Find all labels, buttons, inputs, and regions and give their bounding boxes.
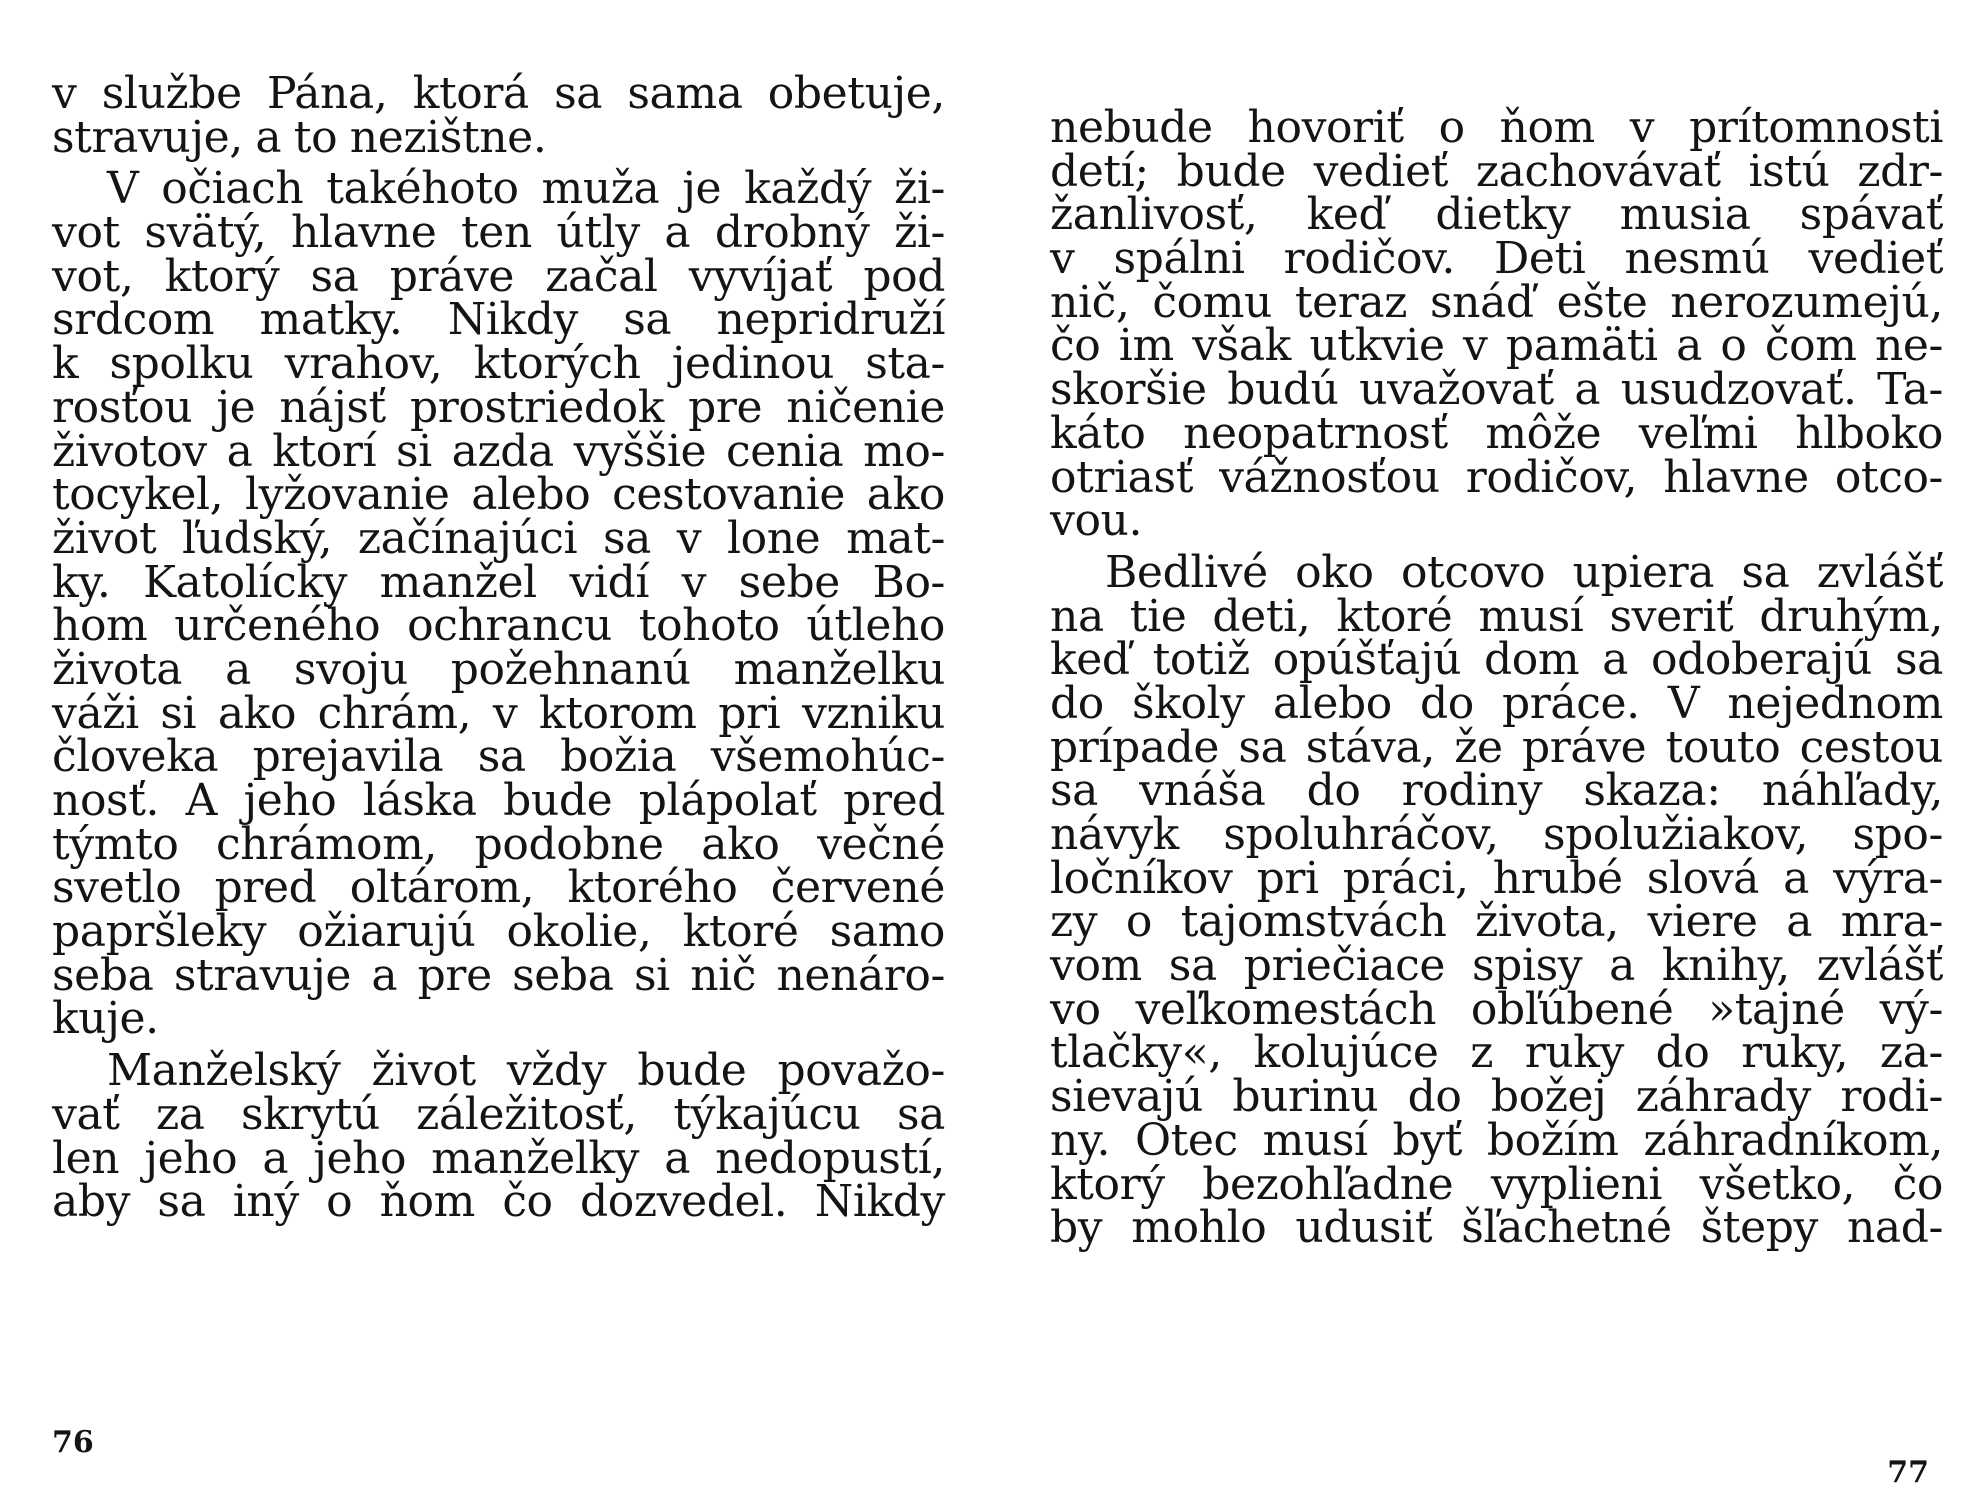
text-line: vou. bbox=[1050, 495, 1143, 547]
text-line: na tie deti, ktoré musí sveriť druhým, bbox=[1050, 590, 1943, 642]
text-line: života a svoju požehnanú manželku bbox=[52, 643, 945, 695]
text-line: by mohlo udusiť šľachetné štepy nad- bbox=[1050, 1202, 1943, 1254]
text-line: sa vnáša do rodiny skaza: náhľady, bbox=[1050, 765, 1943, 817]
text-line: k spolku vrahov, ktorých jedinou sta- bbox=[52, 338, 945, 390]
text-line: návyk spoluhráčov, spolužiakov, spo- bbox=[1050, 809, 1943, 860]
text-line: vom sa priečiace spisy a knihy, zvlášť bbox=[1050, 940, 1943, 992]
text-line: seba stravuje a pre seba si nič nenáro- bbox=[52, 949, 945, 1001]
page-number: 76 bbox=[52, 1425, 94, 1460]
text-line: svetlo pred oltárom, ktorého červené bbox=[52, 862, 945, 914]
text-line: V očiach takéhoto muža je každý ži- bbox=[107, 163, 945, 215]
text-line: aby sa iný o ňom čo dozvedel. Nikdy bbox=[52, 1176, 945, 1228]
text-line: detí; bude vedieť zachovávať istú zdr- bbox=[1050, 145, 1943, 197]
text-line: žanlivosť, keď dietky musia spávať bbox=[1050, 189, 1943, 241]
text-line: stravuje, a to nezištne. bbox=[52, 111, 547, 163]
text-line: do školy alebo do práce. V nejednom bbox=[1050, 677, 1943, 729]
text-line: Bedlivé oko otcovo upiera sa zvlášť bbox=[1105, 546, 1943, 598]
text-line: ny. Otec musí byť božím záhradníkom, bbox=[1050, 1114, 1943, 1166]
text-line: životov a ktorí si azda vyššie cenia mo- bbox=[52, 425, 945, 477]
text-line: nosť. A jeho láska bude plápolať pred bbox=[52, 775, 945, 826]
text-line: nič, čomu teraz snáď ešte nerozumejú, bbox=[1050, 276, 1943, 328]
text-line: keď totiž opúšťajú dom a odoberajú sa bbox=[1050, 634, 1943, 686]
text-line: prípade sa stáva, že práve touto cestou bbox=[1050, 721, 1943, 773]
right-page-text bbox=[1050, 102, 1943, 1254]
text-line: týmto chrámom, podobne ako večné bbox=[52, 818, 945, 870]
right-page bbox=[993, 0, 1986, 1500]
text-line: nebude hovoriť o ňom v prítomnosti bbox=[1050, 102, 1943, 153]
text-line: vo veľkomestách obľúbené »tajné vý- bbox=[1050, 983, 1943, 1035]
text-line: len jeho a jeho manželky a nedopustí, bbox=[52, 1132, 945, 1184]
text-line: sievajú burinu do božej záhrady rodi- bbox=[1050, 1071, 1943, 1123]
text-line: Manželský život vždy bude považo- bbox=[107, 1045, 945, 1097]
text-line: skoršie budú uvažovať a usudzovať. Ta- bbox=[1050, 364, 1943, 416]
text-line: zy o tajomstvách života, viere a mra- bbox=[1050, 896, 1943, 948]
text-line: kuje. bbox=[52, 993, 159, 1045]
text-line: tocykel, lyžovanie alebo cestovanie ako bbox=[52, 469, 945, 521]
text-line: tlačky«, kolujúce z ruky do ruky, za- bbox=[1050, 1027, 1943, 1079]
text-line: káto neopatrnosť môže veľmi hlboko bbox=[1050, 407, 1943, 459]
left-page-text bbox=[52, 68, 945, 1228]
text-line: vot, ktorý sa práve začal vyvíjať pod bbox=[52, 250, 945, 302]
text-line: srdcom matky. Nikdy sa nepridruží bbox=[52, 294, 945, 346]
text-line: čo im však utkvie v pamäti a o čom ne- bbox=[1050, 320, 1943, 372]
page-number: 77 bbox=[1887, 1455, 1929, 1490]
text-line: vot svätý, hlavne ten útly a drobný ži- bbox=[52, 207, 945, 259]
text-line: váži si ako chrám, v ktorom pri vzniku bbox=[52, 687, 945, 739]
text-line: v službe Pána, ktorá sa sama obetuje, bbox=[52, 68, 945, 119]
text-line: papršleky ožiarujú okolie, ktoré samo bbox=[52, 906, 945, 958]
text-line: ky. Katolícky manžel vidí v sebe Bo- bbox=[52, 556, 945, 608]
text-line: človeka prejavila sa božia všemohúc- bbox=[52, 731, 945, 783]
text-line: ktorý bezohľadne vyplieni všetko, čo bbox=[1050, 1158, 1943, 1210]
text-line: otriasť vážnosťou rodičov, hlavne otco- bbox=[1050, 451, 1943, 503]
text-line: vať za skrytú záležitosť, týkajúcu sa bbox=[52, 1088, 945, 1140]
text-line: život ľudský, začínajúci sa v lone mat- bbox=[52, 512, 945, 564]
text-line: ločníkov pri práci, hrubé slová a výra- bbox=[1050, 852, 1943, 904]
text-line: v spálni rodičov. Deti nesmú vedieť bbox=[1050, 233, 1943, 285]
text-line: hom určeného ochrancu tohoto útleho bbox=[52, 600, 945, 652]
text-line: rosťou je nájsť prostriedok pre ničenie bbox=[52, 381, 945, 433]
